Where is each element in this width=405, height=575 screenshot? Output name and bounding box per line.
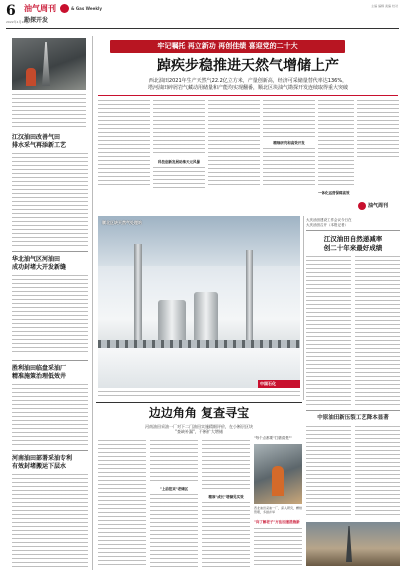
left-story1-title-line2: 排水采气再添新工艺: [12, 142, 67, 149]
bottom-story-rule: [96, 402, 302, 403]
right-story2-body-b: [355, 426, 400, 518]
right-rule-1: [306, 230, 400, 231]
left-rule-1: [12, 251, 88, 252]
main-body-col4: [263, 100, 315, 138]
pipe-rack: [98, 340, 300, 348]
tank-2: [194, 292, 218, 340]
right-bottom-photo: [306, 522, 400, 566]
left-story2-title-line2: 成功封堵大开发新缝: [12, 264, 67, 271]
left-story2-title-line1: 华北油气区河油田: [12, 256, 61, 263]
photo-label-badge: [258, 380, 300, 388]
left-top-photo: [12, 38, 86, 90]
bottom-photo-caption: 西北油田采油一厂，深入研究，精细管理，多措并举: [254, 506, 303, 514]
main-subtitle: [98, 78, 398, 92]
left-story2-body: [12, 275, 88, 355]
left-story3-title-line2: 精准施策治理低效井: [12, 373, 67, 380]
right-story1-title-line1: 江汉油田自然递减率: [323, 235, 383, 243]
drill-rig-shape: [42, 42, 50, 86]
main-head-rule: [98, 95, 398, 96]
left-story1-body: [12, 153, 88, 247]
left-story1-title: [12, 134, 88, 150]
bottom-body-col2-b: [150, 494, 198, 568]
main-body-col6: [357, 100, 399, 160]
bottom-subhead-b: 精准"成长"增储见实效: [208, 495, 244, 499]
main-body-col2b: [153, 167, 205, 189]
right-story1-title-line2: 创二十年来最好成绩: [323, 244, 383, 252]
bottom-side-note: "每个点都要"打磨清楚"": [254, 436, 292, 440]
bottom-body-col3-b: [202, 502, 250, 568]
left-story3-title-line1: 胜利油田临盘采油厂: [12, 365, 67, 372]
right-photo-rig: [346, 526, 352, 562]
worker-shape: [26, 68, 36, 86]
main-section-head-3: 一体化运营保障高效: [318, 191, 350, 195]
section-name: 勘探开发: [24, 17, 49, 24]
main-section-head-1: 科技创新发展助推天元风暴: [158, 160, 200, 164]
bottom-box-body: [254, 528, 302, 568]
tower-left: [134, 244, 142, 354]
paper-logo: [60, 4, 110, 14]
main-big-photo: [98, 216, 300, 388]
main-headline: 踔疾步稳推进天然气增储上产: [157, 58, 339, 74]
left-story4-title: [12, 455, 88, 471]
bottom-body-col2-a: [150, 440, 198, 484]
left-story4-title-line1: 河南油田部署采油专利: [12, 455, 73, 462]
right-story1-body-b: [355, 256, 400, 406]
masthead-right-text: 主编 编辑 美编 校对: [371, 4, 398, 8]
photo-label-text: 中国石化: [260, 381, 276, 386]
main-body-col3: [208, 100, 260, 188]
bottom-subtitle: [98, 424, 300, 434]
right-rule-2: [306, 410, 400, 411]
bottom-subhead-a: "上前挖采"老储区: [159, 487, 189, 491]
brand-tag: [358, 200, 400, 214]
left-top-caption: [12, 94, 86, 128]
main-body-col2: [153, 100, 205, 156]
right-story1-body-a: [306, 256, 351, 406]
right-story1-title: [306, 235, 400, 253]
bottom-subtitle-line2: "查缺补漏"，不断扩大增储: [175, 429, 223, 434]
main-body-col1: [98, 100, 150, 188]
left-story4-body: [12, 474, 88, 568]
right-story2-title: 中原油田新压裂工艺降本显著: [317, 415, 389, 421]
bottom-subtitle-line1: 河南油田采油一厂对下二门油田实施精细评价，在小断层区块: [145, 424, 253, 429]
main-body-col5: [318, 100, 354, 188]
right-org-note-line2: 大庆油田召开（本报记者）: [306, 223, 348, 227]
main-subtitle-line2: 塔河油田碎屑岩气藏动用储量和产能均实现翻番，顺北区块油气勘探开发连续取得重大突破: [147, 85, 348, 91]
left-story2-title: [12, 256, 88, 272]
left-story3-title: [12, 365, 88, 381]
logo-circle-icon: [60, 4, 69, 13]
right-story2-body-a: [306, 426, 351, 518]
paper-name: 油气周刊: [24, 3, 56, 13]
tank-1: [158, 300, 186, 340]
main-photo-caption-lines: [98, 391, 300, 399]
right-org-note-line1: 大庆油田建设工作会议今日在: [306, 218, 352, 222]
page-number: 6: [6, 3, 16, 19]
masthead-rule: [6, 28, 399, 29]
center-right-divider: [303, 216, 304, 400]
left-column-divider: [92, 36, 93, 570]
bottom-body-col1: [98, 440, 146, 568]
masthead-date: 2022年1月10日: [6, 20, 29, 24]
logo-text: & Gas Weekly: [71, 6, 102, 11]
left-rule-2: [12, 360, 88, 361]
masthead: [0, 0, 405, 30]
main-body-col4b: [263, 148, 315, 188]
brand-tag-icon: [358, 202, 366, 210]
left-story1-title-line1: 江汉油田改善气田: [12, 134, 61, 141]
bottom-body-col3-a: [202, 440, 250, 492]
bottom-photo: [254, 444, 302, 504]
brand-tag-text: 油气周刊: [368, 203, 389, 209]
bottom-headline: 边边角角 复查寻宝: [148, 406, 250, 420]
photo-caption: 顺北区块天然气处理站: [102, 220, 142, 225]
theme-banner: [110, 40, 345, 53]
left-story3-body: [12, 384, 88, 446]
bottom-photo-worker: [272, 466, 284, 496]
right-org-note: [306, 218, 400, 228]
main-subtitle-line1: 西北油田2021年生产天然气22.2亿立方米，产量创新高，经济可采储量替代率达136%，: [148, 78, 348, 84]
banner-text: 牢记嘱托 再立新功 再创佳绩 喜迎党的二十大: [157, 42, 298, 50]
main-section-head-2: 精细研究和高效开发: [273, 141, 305, 145]
tower-right: [246, 250, 253, 354]
left-rule-3: [12, 450, 88, 451]
left-story4-title-line2: 有效封堵搬运下层水: [12, 463, 67, 470]
bottom-box-title: "向了解老子"方法加速措施新: [254, 520, 300, 524]
